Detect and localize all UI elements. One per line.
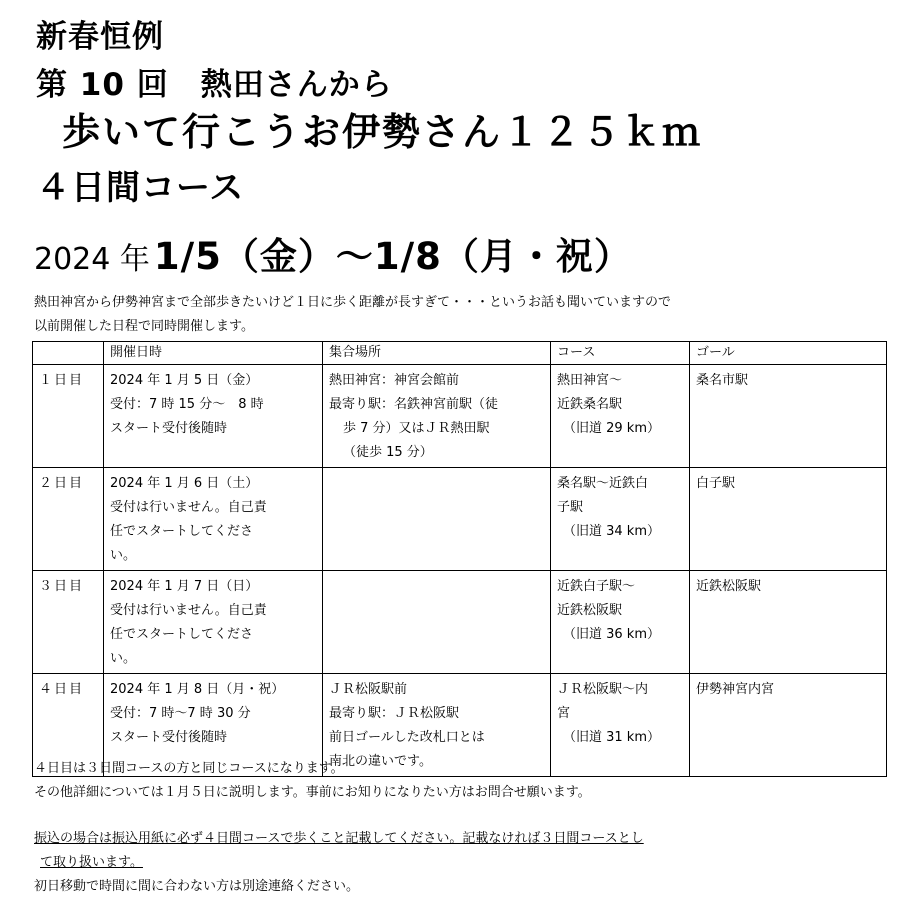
- note-transfer-2: て取り扱います。: [40, 855, 143, 870]
- cell-datetime-line: スタート受付後随時: [110, 730, 228, 745]
- header-datetime: 開催日時: [104, 342, 323, 365]
- cell-datetime-line: スタート受付後随時: [110, 421, 228, 436]
- cell-datetime-line: い。: [110, 548, 137, 563]
- cell-course-line: 子駅: [557, 500, 584, 515]
- cell-course-line: （旧道 29 km）: [563, 421, 660, 436]
- table-row: [33, 468, 887, 571]
- cell-day: １日目: [33, 365, 104, 468]
- cell-course-line: 近鉄白子駅～: [557, 579, 636, 594]
- title-annual-event: 新春恒例: [36, 19, 164, 55]
- schedule-table: [32, 341, 887, 777]
- cell-datetime: [104, 365, 323, 468]
- header-meeting-place: 集合場所: [323, 342, 551, 365]
- cell-datetime-line: 受付：7 時～7 時 30 分: [110, 706, 251, 721]
- cell-meeting-place: [323, 571, 551, 674]
- note-details: その他詳細については１月５日に説明します。事前にお知りになりたい方はお問合せ願います。: [34, 785, 591, 800]
- cell-course-line: （旧道 36 km）: [563, 627, 660, 642]
- event-date-range: 1/5（金）～1/8（月・祝）: [153, 235, 632, 278]
- cell-meeting-place: [323, 468, 551, 571]
- cell-course: [551, 571, 690, 674]
- cell-datetime-line: 受付は行いません。自己責: [110, 603, 267, 618]
- cell-datetime-line: 2024 年 1 月 6 日（土）: [110, 476, 259, 491]
- title-course: ４日間コース: [36, 168, 245, 208]
- cell-datetime-line: い。: [110, 651, 137, 666]
- cell-course-line: ＪＲ松阪駅～内: [557, 682, 649, 697]
- table-header-row: [33, 342, 887, 365]
- cell-meeting-place: [323, 365, 551, 468]
- cell-datetime-line: 2024 年 1 月 7 日（日）: [110, 579, 259, 594]
- cell-datetime: [104, 468, 323, 571]
- cell-datetime-line: 受付：7 時 15 分～ 8 時: [110, 397, 264, 412]
- cell-course: [551, 365, 690, 468]
- cell-meeting-place-line: 歩 7 分）又はＪＲ熱田駅: [343, 421, 490, 436]
- cell-datetime-line: 2024 年 1 月 5 日（金）: [110, 373, 259, 388]
- cell-day: ４日目: [33, 674, 104, 777]
- cell-day: ３日目: [33, 571, 104, 674]
- cell-meeting-place-line: 熱田神宮：神宮会館前: [329, 373, 460, 388]
- cell-datetime-line: 受付は行いません。自己責: [110, 500, 267, 515]
- cell-course-line: 熱田神宮～: [557, 373, 623, 388]
- cell-datetime: [104, 571, 323, 674]
- table-row: [33, 571, 887, 674]
- cell-goal: 桑名市駅: [690, 365, 887, 468]
- cell-day: ２日目: [33, 468, 104, 571]
- cell-course-line: 近鉄松阪駅: [557, 603, 623, 618]
- intro-line-1: 熱田神宮から伊勢神宮まで全部歩きたいけど１日に歩く距離が長すぎて・・・というお話も聞いていますので: [34, 295, 672, 310]
- cell-course-line: 桑名駅～近鉄白: [557, 476, 649, 491]
- cell-course: [551, 468, 690, 571]
- event-date: [34, 235, 632, 278]
- cell-meeting-place-line: （徒歩 15 分）: [343, 445, 433, 460]
- table-row: [33, 365, 887, 468]
- header-goal: ゴール: [690, 342, 887, 365]
- cell-meeting-place-line: 前日ゴールした改札口とは: [329, 730, 485, 745]
- note-contact: 初日移動で時間に間に合わない方は別途連絡ください。: [34, 879, 360, 894]
- cell-meeting-place-line: ＪＲ松阪駅前: [329, 682, 408, 697]
- cell-goal: 伊勢神宮内宮: [690, 674, 887, 777]
- cell-goal: 白子駅: [690, 468, 887, 571]
- cell-course-line: （旧道 31 km）: [563, 730, 660, 745]
- cell-datetime-line: 任でスタートしてくださ: [110, 627, 254, 642]
- note-transfer-1: 振込の場合は振込用紙に必ず４日間コースで歩くこと記載してください。記載なければ３日間コースとし: [34, 831, 644, 846]
- title-main: 歩いて行こうお伊勢さん１２５ｋｍ: [62, 110, 703, 154]
- cell-course-line: 宮: [557, 706, 571, 721]
- note-day4: ４日目は３日間コースの方と同じコースになります。: [34, 761, 344, 776]
- cell-meeting-place: [323, 674, 551, 777]
- cell-course: [551, 674, 690, 777]
- cell-goal: 近鉄松阪駅: [690, 571, 887, 674]
- cell-meeting-place-line: 最寄り駅：ＪＲ松阪駅: [329, 706, 460, 721]
- header-day: [33, 342, 104, 365]
- cell-datetime-line: 2024 年 1 月 8 日（月・祝）: [110, 682, 285, 697]
- cell-meeting-place-line: 最寄り駅：名鉄神宮前駅（徒: [329, 397, 499, 412]
- title-edition: 第 10 回 熱田さんから: [36, 67, 393, 103]
- cell-datetime-line: 任でスタートしてくださ: [110, 524, 254, 539]
- cell-course-line: （旧道 34 km）: [563, 524, 660, 539]
- cell-meeting-place-line: 南北の違いです。: [329, 754, 432, 769]
- event-year: 2024 年: [34, 242, 150, 277]
- cell-course-line: 近鉄桑名駅: [557, 397, 623, 412]
- intro-line-2: 以前開催した日程で同時開催します。: [34, 319, 254, 334]
- header-course: コース: [551, 342, 690, 365]
